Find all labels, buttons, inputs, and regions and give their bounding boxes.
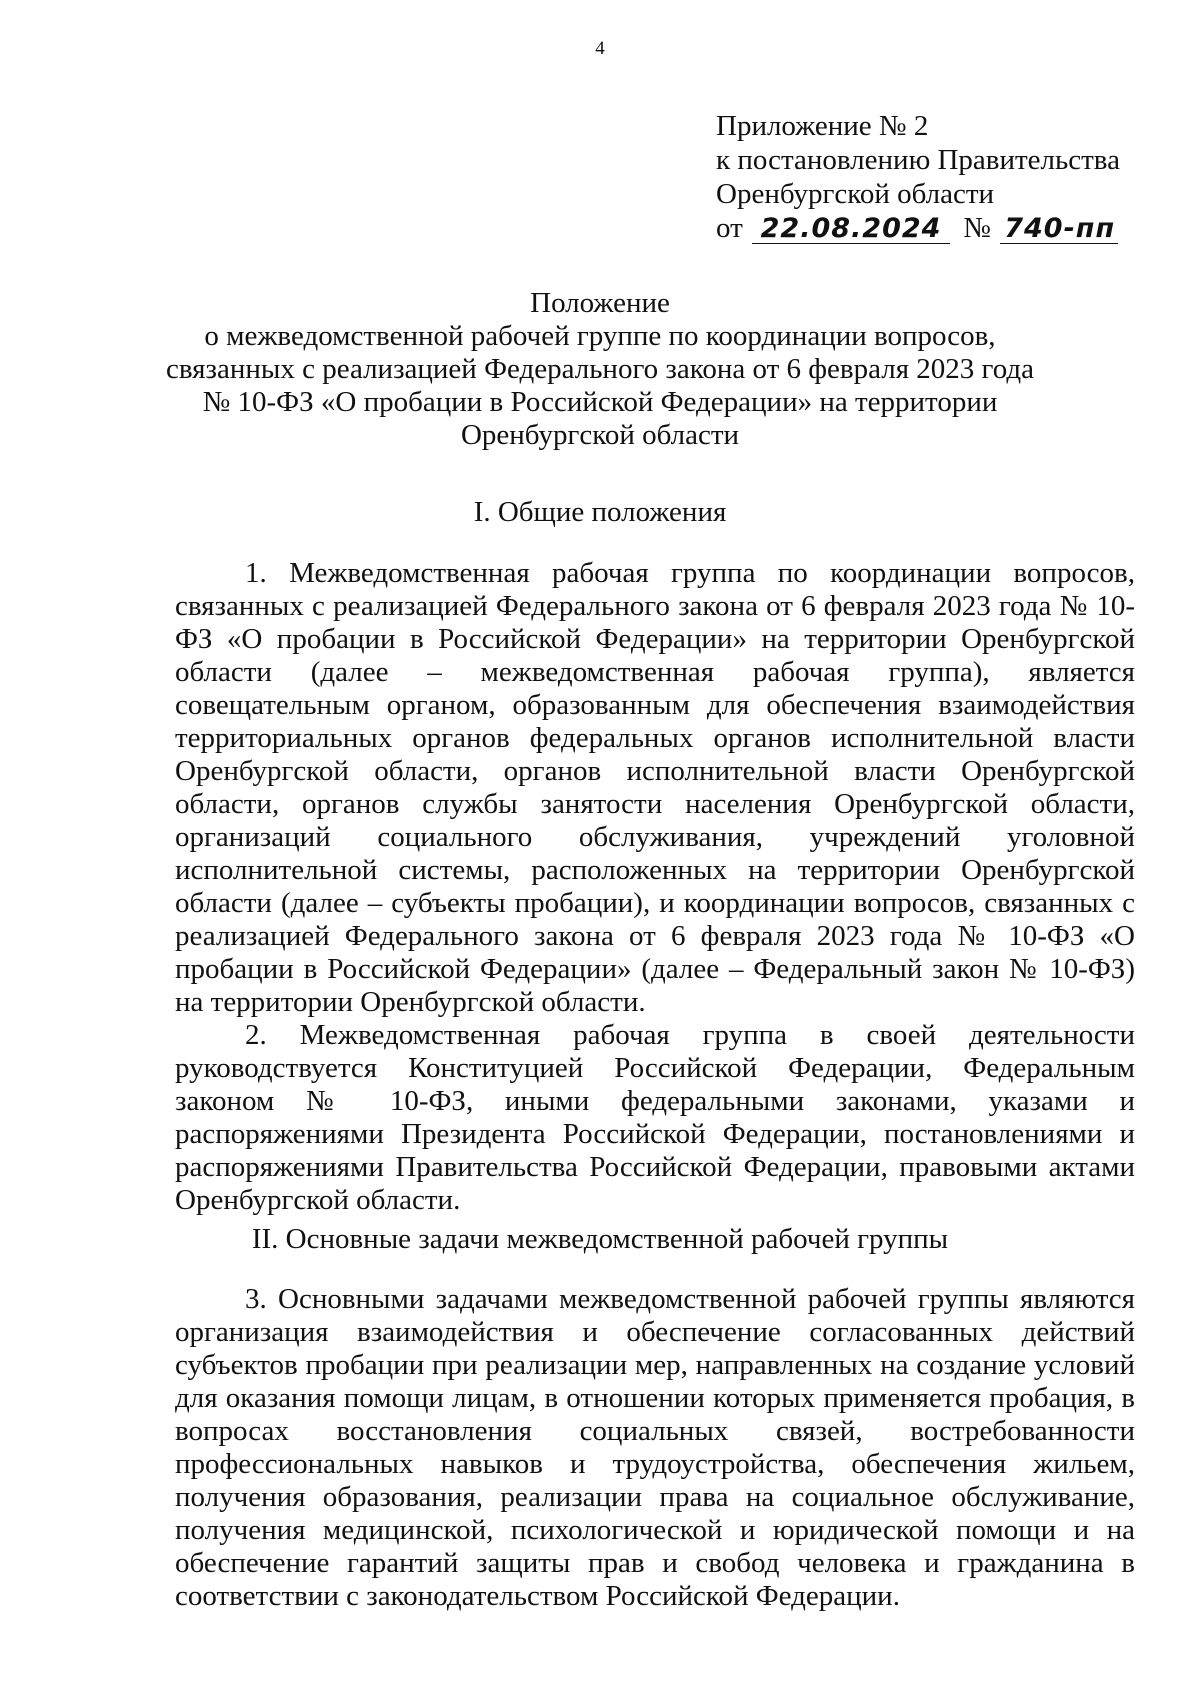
title-line-3: связанных с реализацией Федерального закона от 6 февраля 2023 года [165,353,1035,385]
title-line-5: Оренбургской области [460,419,740,451]
paragraph-1: 1. Межведомственная рабочая группа по координации вопросов, связанных с реализацией Федерального закона от 6 февраля 2023 года № 10-ФЗ «О пробации в Российской Федерации» на территории Оренбургской области (далее – межведомственная рабочая группа), является совещательным органом, образованным для обеспечения взаимодействия территориальных органов федеральных органов исполнительной власти Оренбургской области, органов исполнительной власти Оренбургской области, органов службы занятости населения Оренбургской области, организаций социального обслуживания, учреждений уголовной исполнительной системы, расположенных на территории Оренбургской области (далее – субъекты пробации), и координации вопросов, связанных с реализацией Федерального закона от 6 февраля 2023 года № 10-ФЗ «О пробации в Российской Федерации» (далее – Федеральный закон № 10-ФЗ) на территории Оренбургской области. [175,557,1135,1018]
number-prefix: № [963,212,991,244]
appendix-line-3: Оренбургской области [716,178,995,210]
paragraph-3: 3. Основными задачами межведомственной рабочей группы являются организация взаимодействия и обеспечение согласованных действий субъектов пробации при реализации мер, направленных на создание условий для оказания помощи лицам, в отношении которых применяется пробация, в вопросах восстановления социальных связей, востребованности профессиональных навыков и трудоустройства, обеспечения жильем, получения образования, реализации права на социальное обслуживание, получения медицинской, психологической и юридической помощи и на обеспечение гарантий защиты прав и свобод человека и гражданина в соответствии с законодательством Российской Федерации. [175,1283,1135,1612]
appendix-date-line [716,211,1120,246]
page-number: 4 [595,38,605,59]
appendix-block [716,109,1120,246]
section-2-heading: II. Основные задачи межведомственной рабочей группы [251,1223,949,1255]
date-prefix: от [716,212,743,244]
section-1-body [175,557,1135,1217]
document-title [120,287,1080,452]
section-2-body [175,1283,1135,1613]
handwritten-number: 740-пп [1004,213,1116,244]
appendix-line-2: к постановлению Правительства [716,144,1120,176]
appendix-line-1: Приложение № 2 [716,110,929,142]
title-line-2: о межведомственной рабочей группе по координации вопросов, [204,320,996,352]
title-line-4: № 10-ФЗ «О пробации в Российской Федерации» на территории [202,386,998,418]
handwritten-date: 22.08.2024 [756,212,946,246]
paragraph-2: 2. Межведомственная рабочая группа в своей деятельности руководствуется Конституцией Российской Федерации, Федеральным законом № 10-ФЗ, иными федеральными законами, указами и распоряжениями Президента Российской Федерации, постановлениями и распоряжениями Правительства Российской Федерации, правовыми актами Оренбургской области. [175,1019,1135,1216]
title-line-1: Положение [530,287,670,319]
section-1-heading: I. Общие положения [473,496,727,528]
